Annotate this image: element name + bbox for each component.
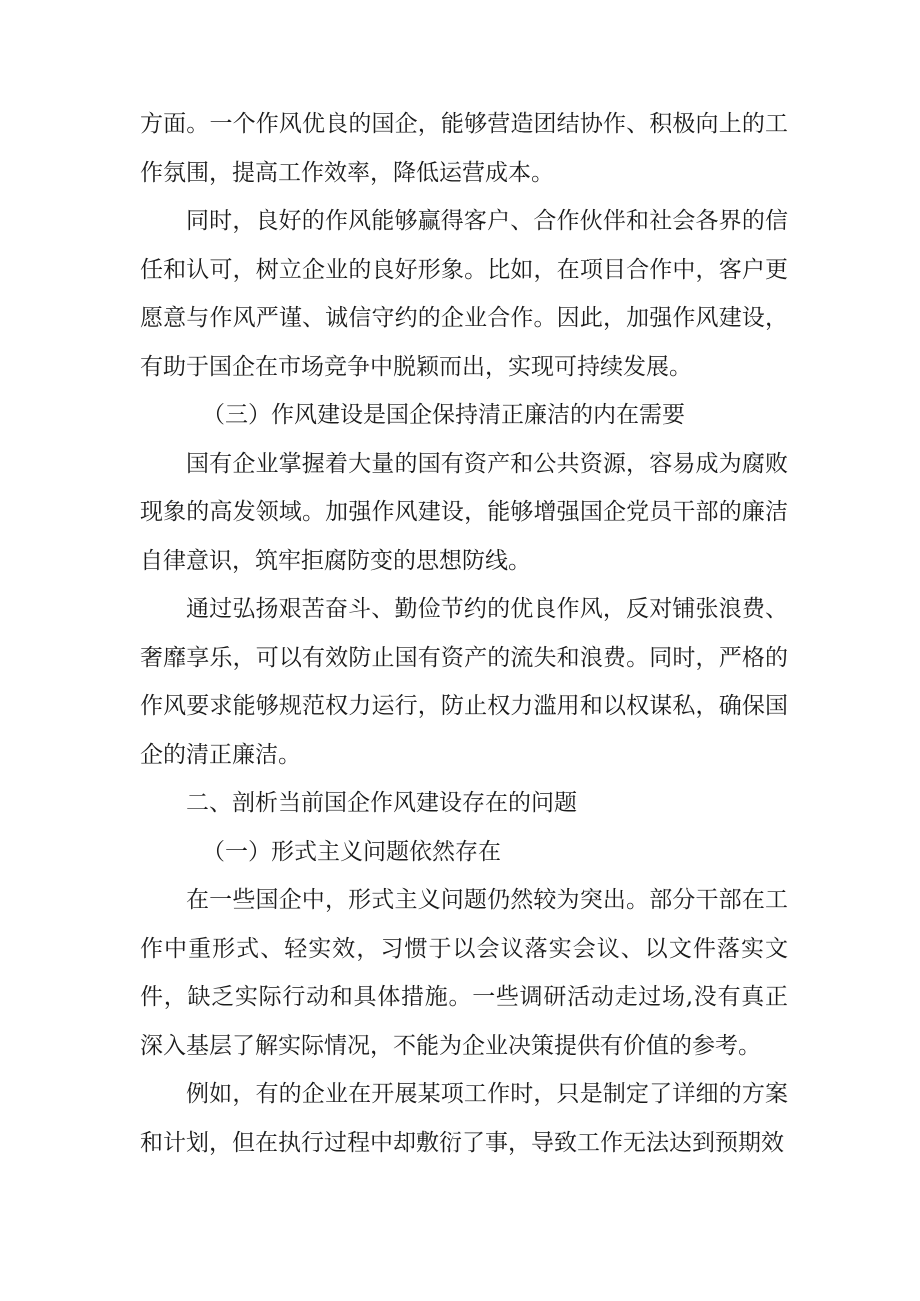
paragraph-reputation: 同时，良好的作风能够赢得客户、合作伙伴和社会各界的信任和认可，树立企业的良好形象。比如，在项目合作中，客户更愿意与作风严谨、诚信守约的企业合作。因此，加强作风建设，有助于国企在市场竞争中脱颖而出，实现可持续发展。 [140,208,788,380]
paragraph-state-assets: 国有企业掌握着大量的国有资产和公共资源，容易成为腐败现象的高发领域。加强作风建设，能够增强国企党员干部的廉洁自律意识，筑牢拒腐防变的思想防线。 [140,450,788,574]
paragraph-frugality: 通过弘扬艰苦奋斗、勤俭节约的优良作风，反对铺张浪费、奢靡享乐，可以有效防止国有资产的流失和浪费。同时，严格的作风要求能够规范权力运行，防止权力滥用和以权谋私，确保国企的清正廉洁。 [140,596,788,768]
section-heading-problems: 二、剖析当前国企作风建设存在的问题 [186,790,577,816]
document-body [140,100,788,1167]
subheading-formalism: （一）形式主义问题依然存在 [202,838,501,865]
subheading-integrity: （三）作风建设是国企保持清正廉洁的内在需要 [202,402,685,428]
paragraph-formalism: 在一些国企中，形式主义问题仍然较为突出。部分干部在工作中重形式、轻实效，习惯于以会议落实会议、以文件落实文件，缺乏实际行动和具体措施。一些调研活动走过场,没有真正深入基层了解实际情况，不能为企业决策提供有价值的参考。 [140,887,788,1059]
paragraph-continuation: 方面。一个作风优良的国企，能够营造团结协作、积极向上的工作氛围，提高工作效率，降低运营成本。 [140,111,788,186]
paragraph-example: 例如，有的企业在开展某项工作时，只是制定了详细的方案和计划，但在执行过程中却敷衍了事，导致工作无法达到预期效 [140,1081,788,1156]
